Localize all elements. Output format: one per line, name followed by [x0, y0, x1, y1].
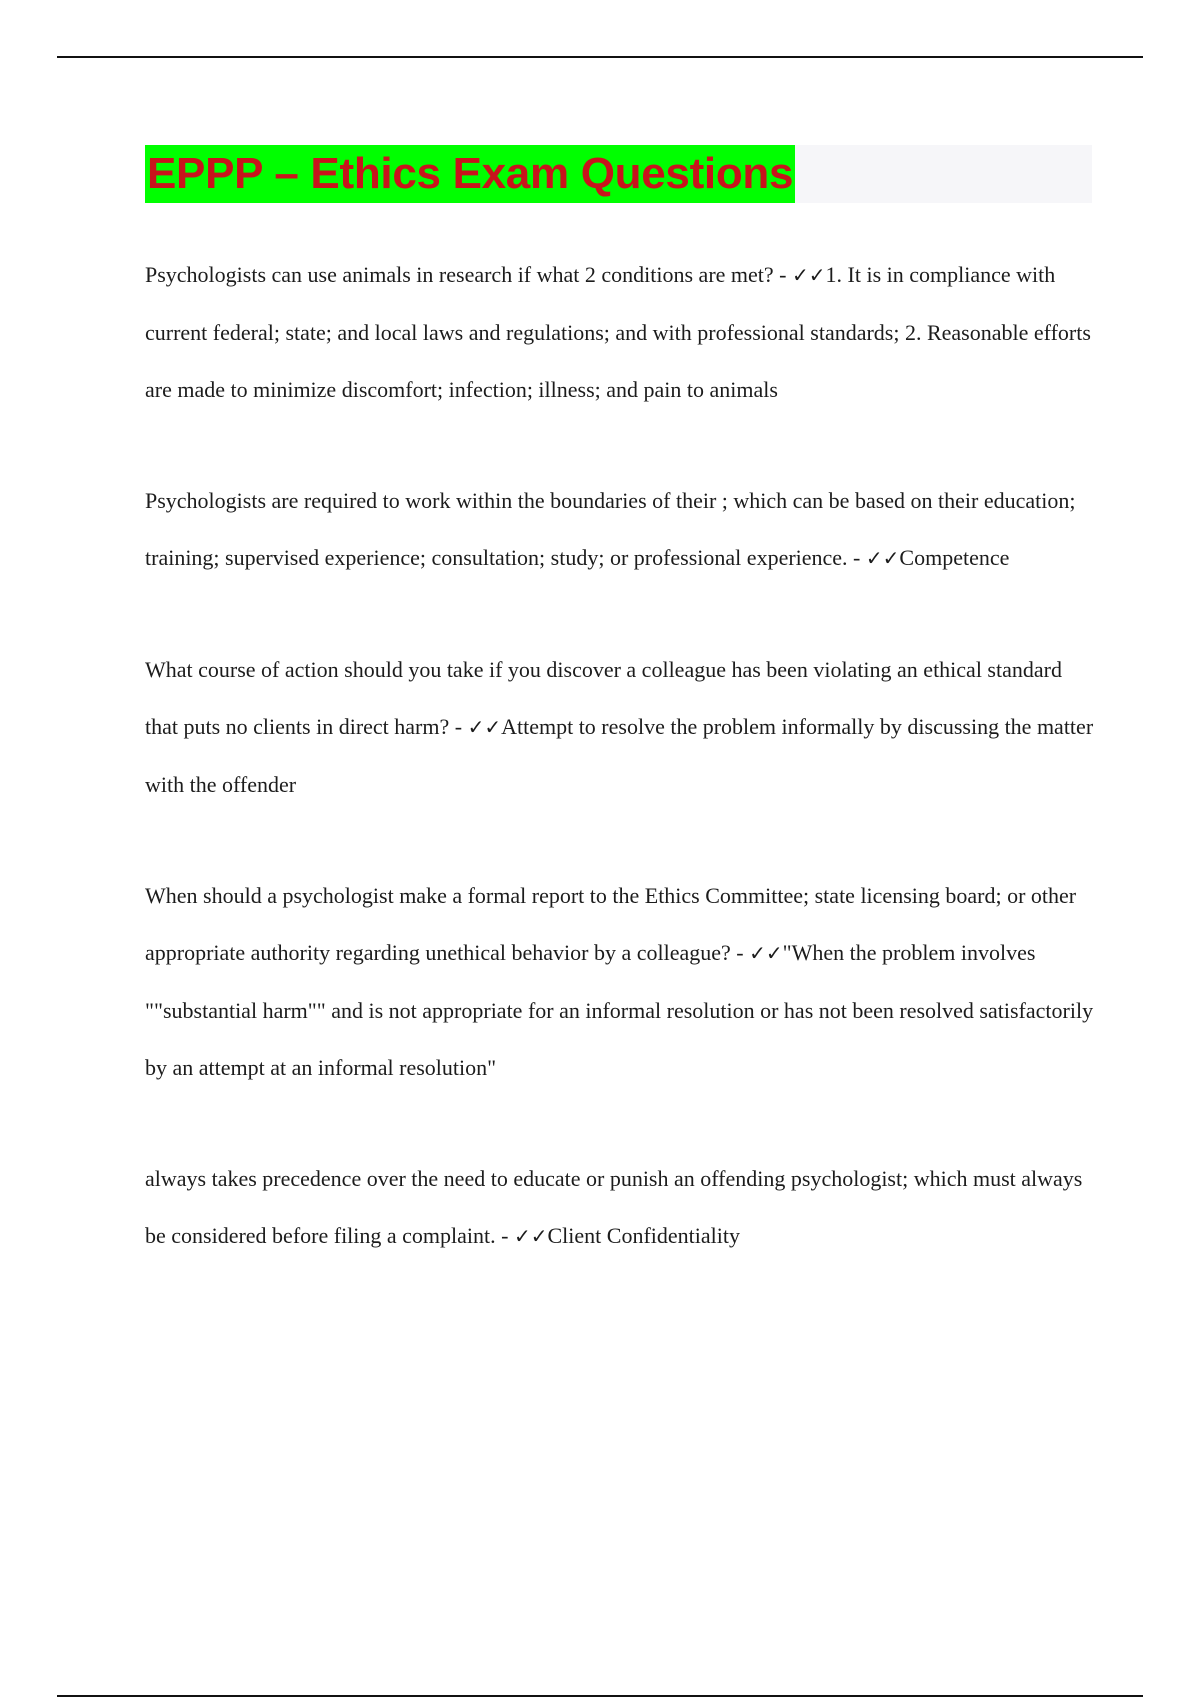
question-text: Psychologists are required to work within the boundaries of their ; which can be based on their education; training; supervised experience; consultation; study; or professional experience. -: [145, 488, 1076, 570]
question-text: What course of action should you take if you discover a colleague has been violating an ethical standard that puts no clients in direct harm? -: [145, 657, 1062, 739]
double-check-icon: ✓✓: [513, 1224, 548, 1248]
question-text: When should a psychologist make a formal report to the Ethics Committee; state licensing board; or other appropriate authority regarding unethical behavior by a colleague? -: [145, 883, 1077, 965]
double-check-icon: ✓✓: [749, 941, 783, 965]
answer-text: Client Confidentiality: [547, 1223, 740, 1248]
qa-item-5: [145, 1150, 1095, 1265]
double-check-icon: ✓✓: [467, 715, 502, 739]
answer-text: 1. It is in compliance with current federal; state; and local laws and regulations; and with professional standards; 2. Reasonable efforts are made to minimize discomfort; infection; illness; and pain to animals: [145, 262, 1091, 402]
answer-text: "When the problem involves ""substantial harm"" and is not appropriate for an informal resolution or has not been resolved satisfactorily by an attempt at an informal resolution": [145, 940, 1094, 1080]
qa-list: [145, 246, 1095, 1319]
double-check-icon: ✓✓: [792, 263, 826, 287]
qa-item-3: [145, 641, 1095, 813]
qa-item-2: [145, 472, 1095, 587]
double-check-icon: ✓✓: [865, 546, 900, 570]
question-text: Psychologists can use animals in research if what 2 conditions are met? -: [145, 262, 792, 287]
answer-text: Attempt to resolve the problem informally by discussing the matter with the offender: [145, 714, 1094, 797]
qa-item-1: [145, 246, 1095, 418]
document-title: EPPP – Ethics Exam Questions: [145, 145, 795, 203]
question-text: always takes precedence over the need to educate or punish an offending psychologist; which must always be considered before filing a complaint. -: [145, 1166, 1083, 1248]
footer-rule: [57, 1695, 1143, 1697]
qa-item-4: [145, 867, 1095, 1096]
answer-text: Competence: [899, 545, 1010, 570]
header-rule: [57, 56, 1143, 58]
